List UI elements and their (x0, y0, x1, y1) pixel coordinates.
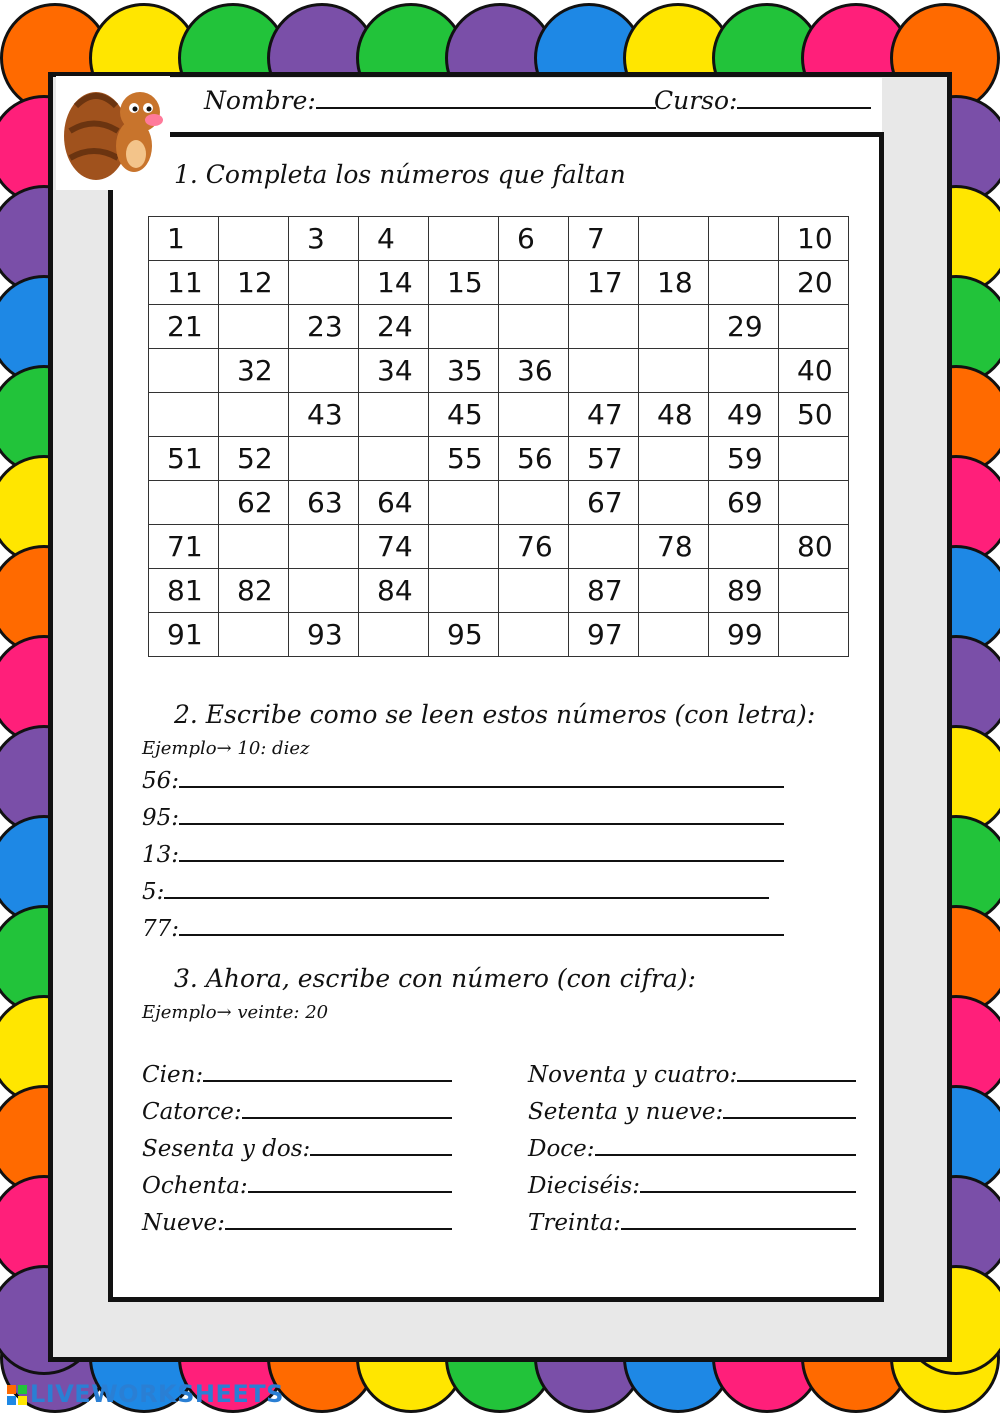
grid-cell: 40 (779, 349, 849, 393)
words-to-number-row (142, 1134, 452, 1162)
word-label: Cien: (142, 1062, 204, 1088)
words-to-number-row (528, 1171, 856, 1199)
grid-cell: 95 (429, 613, 499, 657)
grid-cell-blank[interactable] (709, 217, 779, 261)
word-label: Noventa y cuatro: (528, 1062, 738, 1088)
number-to-words-row (142, 803, 784, 831)
name-field[interactable] (204, 86, 656, 115)
grid-cell: 82 (219, 569, 289, 613)
grid-cell: 81 (149, 569, 219, 613)
grid-cell-blank[interactable] (499, 261, 569, 305)
grid-cell-blank[interactable] (289, 437, 359, 481)
grid-cell-blank[interactable] (709, 525, 779, 569)
section1-title: 1. Completa los números que faltan (174, 160, 626, 189)
grid-cell: 6 (499, 217, 569, 261)
grid-cell: 57 (569, 437, 639, 481)
answer-line[interactable] (621, 1208, 856, 1230)
grid-row (149, 437, 849, 481)
section3-title: 3. Ahora, escribe con número (con cifra): (174, 964, 696, 993)
grid-cell: 43 (289, 393, 359, 437)
grid-cell: 89 (709, 569, 779, 613)
grid-row (149, 261, 849, 305)
grid-cell-blank[interactable] (779, 569, 849, 613)
grid-cell: 7 (569, 217, 639, 261)
grid-cell-blank[interactable] (219, 525, 289, 569)
word-label: Setenta y nueve: (528, 1099, 724, 1125)
grid-cell: 24 (359, 305, 429, 349)
grid-cell-blank[interactable] (499, 569, 569, 613)
section3-example: Ejemplo→ veinte: 20 (142, 1002, 329, 1023)
words-to-number-row (142, 1208, 452, 1236)
grid-cell-blank[interactable] (779, 481, 849, 525)
words-to-number-row (528, 1134, 856, 1162)
grid-cell: 55 (429, 437, 499, 481)
grid-cell-blank[interactable] (639, 305, 709, 349)
answer-line[interactable] (179, 840, 784, 862)
squirrel-mascot-icon (56, 76, 170, 190)
grid-cell-blank[interactable] (149, 349, 219, 393)
answer-line[interactable] (179, 914, 784, 936)
grid-cell: 10 (779, 217, 849, 261)
grid-cell-blank[interactable] (289, 349, 359, 393)
grid-cell: 51 (149, 437, 219, 481)
grid-cell: 34 (359, 349, 429, 393)
grid-cell: 97 (569, 613, 639, 657)
answer-line[interactable] (737, 1060, 856, 1082)
grid-cell: 50 (779, 393, 849, 437)
number-to-words-row (142, 766, 784, 794)
grid-cell-blank[interactable] (359, 613, 429, 657)
grid-cell-blank[interactable] (499, 393, 569, 437)
grid-cell: 17 (569, 261, 639, 305)
grid-cell: 45 (429, 393, 499, 437)
grid-cell-blank[interactable] (289, 261, 359, 305)
grid-cell-blank[interactable] (639, 437, 709, 481)
grid-cell: 74 (359, 525, 429, 569)
grid-cell: 36 (499, 349, 569, 393)
grid-cell-blank[interactable] (429, 305, 499, 349)
word-label: Sesenta y dos: (142, 1136, 311, 1162)
words-to-number-row (142, 1097, 452, 1125)
grid-cell-blank[interactable] (289, 569, 359, 613)
grid-row (149, 217, 849, 261)
course-line[interactable] (737, 107, 871, 109)
grid-cell: 47 (569, 393, 639, 437)
grid-cell: 59 (709, 437, 779, 481)
answer-line[interactable] (310, 1134, 452, 1156)
word-label: Ochenta: (142, 1173, 248, 1199)
grid-cell-blank[interactable] (499, 613, 569, 657)
grid-cell-blank[interactable] (569, 305, 639, 349)
grid-cell-blank[interactable] (359, 437, 429, 481)
brand-text: LIVEWORKSHEETS (30, 1380, 284, 1408)
words-to-number-row (142, 1171, 452, 1199)
course-field[interactable] (654, 86, 871, 115)
grid-row (149, 305, 849, 349)
grid-cell: 80 (779, 525, 849, 569)
grid-cell: 91 (149, 613, 219, 657)
number-label: 56: (142, 768, 180, 794)
grid-cell: 99 (709, 613, 779, 657)
section2-example: Ejemplo→ 10: diez (142, 738, 310, 759)
grid-cell: 21 (149, 305, 219, 349)
grid-cell: 20 (779, 261, 849, 305)
grid-cell-blank[interactable] (289, 525, 359, 569)
grid-cell-blank[interactable] (219, 217, 289, 261)
grid-cell-blank[interactable] (499, 305, 569, 349)
answer-line[interactable] (179, 803, 784, 825)
answer-line[interactable] (225, 1208, 452, 1230)
grid-cell: 76 (499, 525, 569, 569)
answer-line[interactable] (179, 766, 784, 788)
grid-cell-blank[interactable] (639, 349, 709, 393)
word-label: Catorce: (142, 1099, 242, 1125)
number-label: 13: (142, 842, 180, 868)
grid-cell: 4 (359, 217, 429, 261)
grid-cell: 29 (709, 305, 779, 349)
grid-cell-blank[interactable] (429, 481, 499, 525)
grid-row (149, 525, 849, 569)
answer-line[interactable] (248, 1171, 452, 1193)
grid-cell: 87 (569, 569, 639, 613)
grid-cell: 35 (429, 349, 499, 393)
section2-title: 2. Escribe como se leen estos números (con letra): (174, 700, 816, 729)
word-label: Dieciséis: (528, 1173, 640, 1199)
name-line[interactable] (316, 107, 656, 109)
grid-cell: 15 (429, 261, 499, 305)
grid-cell-blank[interactable] (429, 217, 499, 261)
grid-cell: 62 (219, 481, 289, 525)
words-to-number-row (142, 1060, 452, 1088)
answer-line[interactable] (164, 877, 769, 899)
grid-cell: 52 (219, 437, 289, 481)
grid-cell: 49 (709, 393, 779, 437)
grid-cell: 3 (289, 217, 359, 261)
number-to-words-row (142, 840, 784, 868)
grid-cell: 78 (639, 525, 709, 569)
words-to-number-row (528, 1060, 856, 1088)
brand-logo[interactable] (6, 1380, 284, 1408)
grid-cell-blank[interactable] (639, 481, 709, 525)
grid-cell: 14 (359, 261, 429, 305)
number-label: 95: (142, 805, 180, 831)
grid-cell-blank[interactable] (149, 393, 219, 437)
grid-row (149, 393, 849, 437)
grid-cell-blank[interactable] (569, 349, 639, 393)
grid-cell-blank[interactable] (219, 305, 289, 349)
grid-cell: 12 (219, 261, 289, 305)
answer-line[interactable] (723, 1097, 856, 1119)
grid-cell-blank[interactable] (639, 217, 709, 261)
grid-cell: 18 (639, 261, 709, 305)
course-label: Curso: (654, 86, 738, 115)
number-grid (148, 216, 849, 657)
number-label: 77: (142, 916, 180, 942)
word-label: Nueve: (142, 1210, 225, 1236)
grid-cell: 67 (569, 481, 639, 525)
grid-cell-blank[interactable] (639, 613, 709, 657)
words-to-number-row (528, 1208, 856, 1236)
grid-cell-blank[interactable] (779, 613, 849, 657)
grid-cell-blank[interactable] (639, 569, 709, 613)
answer-line[interactable] (242, 1097, 452, 1119)
grid-row (149, 481, 849, 525)
word-label: Treinta: (528, 1210, 621, 1236)
grid-cell: 71 (149, 525, 219, 569)
grid-cell: 84 (359, 569, 429, 613)
grid-row (149, 613, 849, 657)
number-label: 5: (142, 879, 165, 905)
grid-cell-blank[interactable] (709, 349, 779, 393)
grid-cell-blank[interactable] (779, 437, 849, 481)
grid-cell-blank[interactable] (429, 525, 499, 569)
grid-cell-blank[interactable] (219, 613, 289, 657)
words-to-number-row (528, 1097, 856, 1125)
grid-cell: 56 (499, 437, 569, 481)
grid-row (149, 569, 849, 613)
number-to-words-row (142, 877, 769, 905)
grid-cell-blank[interactable] (429, 569, 499, 613)
answer-line[interactable] (203, 1060, 452, 1082)
grid-cell: 1 (149, 217, 219, 261)
grid-cell-blank[interactable] (499, 481, 569, 525)
number-to-words-row (142, 914, 784, 942)
grid-cell: 23 (289, 305, 359, 349)
word-label: Doce: (528, 1136, 595, 1162)
grid-cell-blank[interactable] (359, 393, 429, 437)
grid-cell: 11 (149, 261, 219, 305)
answer-line[interactable] (595, 1134, 856, 1156)
grid-cell: 63 (289, 481, 359, 525)
grid-cell: 64 (359, 481, 429, 525)
answer-line[interactable] (640, 1171, 856, 1193)
grid-cell: 32 (219, 349, 289, 393)
grid-cell-blank[interactable] (149, 481, 219, 525)
grid-cell-blank[interactable] (709, 261, 779, 305)
grid-cell: 93 (289, 613, 359, 657)
grid-cell-blank[interactable] (569, 525, 639, 569)
grid-cell-blank[interactable] (219, 393, 289, 437)
grid-row (149, 349, 849, 393)
brand-grid-icon (6, 1384, 28, 1406)
grid-cell-blank[interactable] (779, 305, 849, 349)
grid-cell: 69 (709, 481, 779, 525)
grid-cell: 48 (639, 393, 709, 437)
name-label: Nombre: (204, 86, 316, 115)
